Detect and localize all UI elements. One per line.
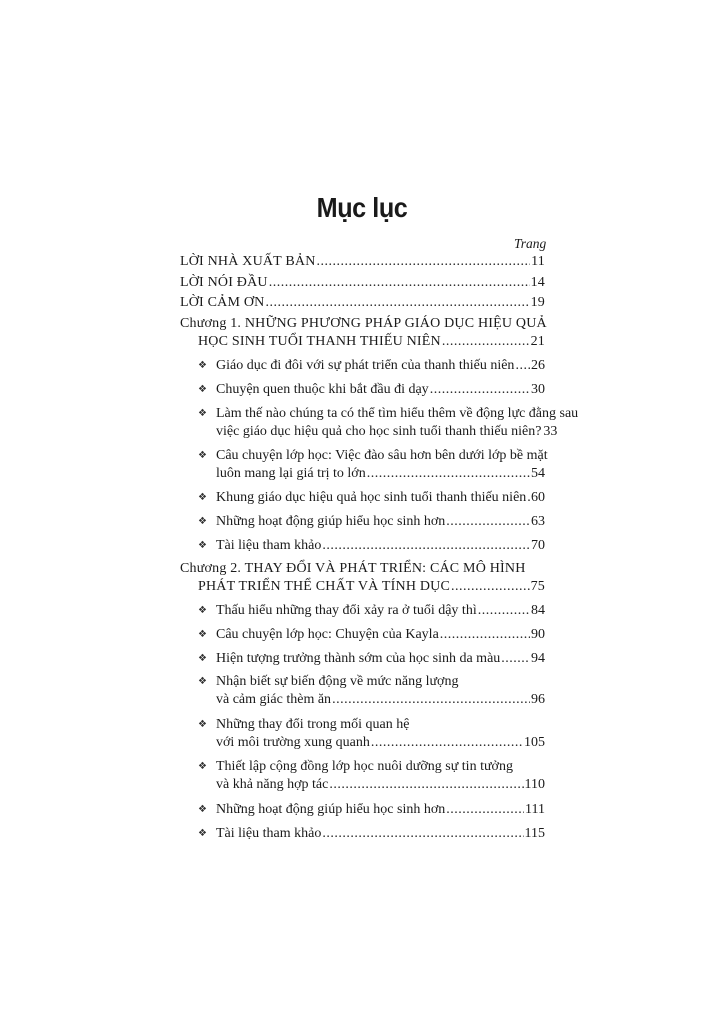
toc-item[interactable]: Những hoạt động giúp hiểu học sinh hơn ..... 63 xyxy=(216,513,545,531)
diamond-bullet-icon: ❖ xyxy=(198,719,207,730)
toc-item-line1[interactable]: Làm thế nào chúng ta có thể tìm hiểu thêm về động lực đằng sau xyxy=(216,406,579,421)
toc-item[interactable]: Tài liệu tham khảo ..... 70 xyxy=(216,537,545,555)
chapter-1-title-cont[interactable]: HỌC SINH TUỔI THANH THIẾU NIÊN ..... 21 xyxy=(198,333,545,351)
diamond-bullet-icon: ❖ xyxy=(198,384,207,395)
toc-item[interactable]: Những hoạt động giúp hiểu học sinh hơn ..... 111 xyxy=(216,801,545,819)
toc-item[interactable]: việc giáo dục hiệu quả cho học sinh tuổi thanh thiếu niên? 33 xyxy=(216,424,558,439)
diamond-bullet-icon: ❖ xyxy=(198,653,207,664)
diamond-bullet-icon: ❖ xyxy=(198,676,207,687)
toc-item[interactable]: Hiện tượng trưởng thành sớm của học sinh da màu ..... 94 xyxy=(216,650,545,668)
toc-item[interactable]: với môi trường xung quanh ..... 105 xyxy=(216,734,545,752)
toc-item-line1[interactable]: Thiết lập cộng đồng lớp học nuôi dưỡng sự tin tưởng xyxy=(216,759,513,774)
diamond-bullet-icon: ❖ xyxy=(198,516,207,527)
toc-entry-acknowledgements[interactable]: LỜI CẢM ƠN ..... 19 xyxy=(180,294,545,312)
toc-entry-publisher-note[interactable]: LỜI NHÀ XUẤT BẢN ..... 11 xyxy=(180,253,545,271)
toc-item[interactable]: và cảm giác thèm ăn ..... 96 xyxy=(216,691,545,709)
page-title: Mục lục xyxy=(316,192,408,223)
toc-item[interactable]: luôn mang lại giá trị to lớn ..... 54 xyxy=(216,465,545,483)
toc-item-line1[interactable]: Câu chuyện lớp học: Việc đào sâu hơn bên dưới lớp bề mặt xyxy=(216,448,548,463)
toc-item[interactable]: Câu chuyện lớp học: Chuyện của Kayla ..... 90 xyxy=(216,626,545,644)
diamond-bullet-icon: ❖ xyxy=(198,804,207,815)
diamond-bullet-icon: ❖ xyxy=(198,408,207,419)
toc-item-line1[interactable]: Nhận biết sự biến động về mức năng lượng xyxy=(216,674,459,689)
toc-item[interactable]: Tài liệu tham khảo ..... 115 xyxy=(216,825,545,843)
chapter-2-title[interactable]: Chương 2. THAY ĐỔI VÀ PHÁT TRIỂN: CÁC MÔ HÌNH xyxy=(180,561,526,576)
chapter-1-title[interactable]: Chương 1. NHỮNG PHƯƠNG PHÁP GIÁO DỤC HIỆU QUẢ xyxy=(180,316,547,331)
toc-item[interactable]: Chuyện quen thuộc khi bắt đầu đi dạy ..... 30 xyxy=(216,381,545,399)
diamond-bullet-icon: ❖ xyxy=(198,629,207,640)
toc-item[interactable]: Thấu hiểu những thay đổi xảy ra ở tuổi dậy thì ..... 84 xyxy=(216,602,545,620)
diamond-bullet-icon: ❖ xyxy=(198,450,207,461)
diamond-bullet-icon: ❖ xyxy=(198,828,207,839)
diamond-bullet-icon: ❖ xyxy=(198,360,207,371)
diamond-bullet-icon: ❖ xyxy=(198,540,207,551)
chapter-2-title-cont[interactable]: PHÁT TRIỂN THỂ CHẤT VÀ TÍNH DỤC ..... 75 xyxy=(198,578,545,596)
diamond-bullet-icon: ❖ xyxy=(198,761,207,772)
diamond-bullet-icon: ❖ xyxy=(198,492,207,503)
diamond-bullet-icon: ❖ xyxy=(198,605,207,616)
toc-item[interactable]: Giáo dục đi đôi với sự phát triển của thanh thiếu niên ..... 26 xyxy=(216,357,545,375)
page-column-header: Trang xyxy=(514,236,547,251)
toc-item[interactable]: và khả năng hợp tác ..... 110 xyxy=(216,776,545,794)
toc-entry-preface[interactable]: LỜI NÓI ĐẦU ..... 14 xyxy=(180,274,545,292)
toc-item-line1[interactable]: Những thay đổi trong mối quan hệ xyxy=(216,717,410,732)
toc-item[interactable]: Khung giáo dục hiệu quả học sinh tuổi thanh thiếu niên ..... 60 xyxy=(216,489,545,507)
